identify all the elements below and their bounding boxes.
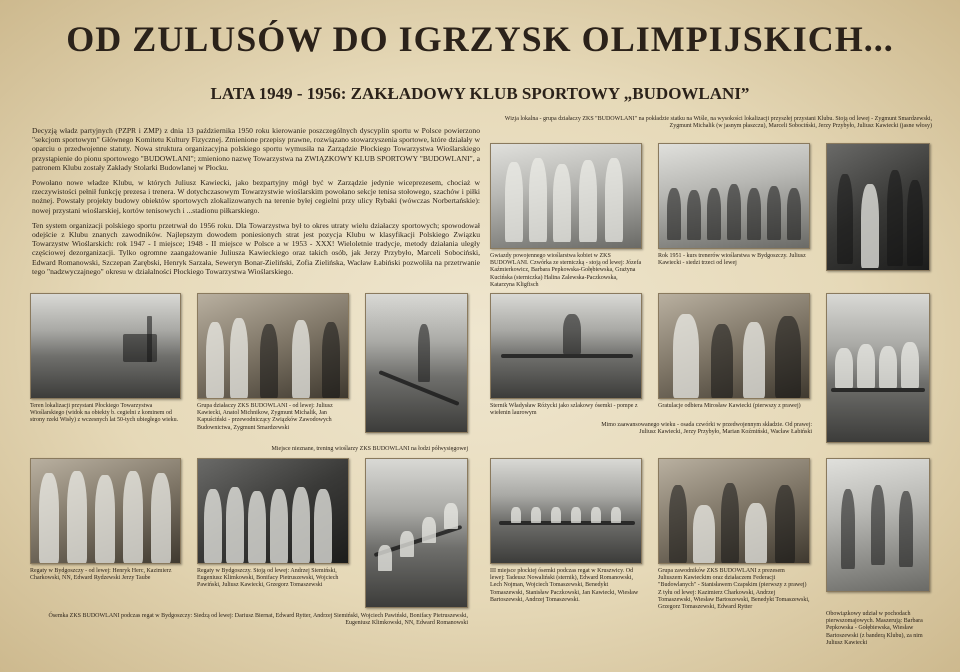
poster-subtitle: LATA 1949 - 1956: ZAKŁADOWY KLUB SPORTOWY „BUDOWLANI” [210, 84, 750, 103]
intro-paragraph: Decyzją władz partyjnych (PZPR i ZMP) z dnia 13 października 1950 roku kierowanie poszczególnych dyscyplin sportu w Polsce powierzono "sekcjom sportowym" Głównego Komitetu Kultury Fizycznej. Zmienione przepisy prawne, rozwiązano stowarzyszenia sportowe, które działały w oparciu o przedwojenne statuty. Nowa struktura organizacyjna polskiego sportu wymusiła na Zarządzie Płockiego Towarzystwa Wioślarskiego przystąpienie do pionu sportowego "BUDOWLANI"; zmieniono nazwę Towarzystwa na ZWIĄZKOWY KLUB SPORTOWY "BUDOWLANI", a patronem Klubu zostały Zakłady Stolarki Budowlanej w Płocku. [32, 126, 480, 172]
photo-site-location [30, 293, 181, 399]
photo-coxswain [490, 293, 642, 399]
caption-federation-group: Grupa zawodników ZKS BUDOWLANI z prezesem Juliuszem Kawieckim oraz działaczem Federacji "Budowlanych" - Stanisławem Czapskim (pierwszy z prawej) Z tyłu od lewej: Kazimierz Charkowski, Andrzej Tomaszewski, Wiesław Bartoszewski, Benedykt Tomaszewski, Grzegorz Tomaszewski, Edward Rytter [658, 568, 810, 611]
caption-kruszwica: III miejsce płockiej ósemki podczas regat w Kruszwicy. Od lewej: Tadeusz Nowaliński (sternik), Edward Romanowski, Lech Nojman, Wojciech Tomaszewski, Benedykt Tomaszewski, Stanisław Paczkowski, Jan Kawiecki, Wiesław Bartoszewski, Andrzej Tomaszewski. [490, 568, 639, 603]
caption-congrats: Gratulacje odbiera Mirosław Kawiecki (pierwszy z prawej) [658, 403, 801, 409]
intro-paragraph: Powołano nowe władze Klubu, w których Juliusz Kawiecki, jako bezpartyjny mógł być w Zarządzie jedynie wiceprezesem, chociaż w rzeczywistości pełnił funkcję prezesa i trenera. W dotychczasowym Towarzystwie wioślarskim powołano sekcje tenisa stołowego, szachów i piłki nożnej. Powstały projekty budowy obiektów sportowych zlokalizowanych na terenie byłej cegielni przy ulicy Rybaki (wówczas Norbertańskie): nowej przystani wioślarskiej, kortów tenisowych i ...stadionu piłkarskiego. [32, 178, 480, 215]
caption-coaches-course: Rok 1951 - kurs trenerów wioślarstwa w Bydgoszczy. Juliusz Kawiecki - siedzi trzeci od lewej [658, 253, 806, 267]
photo-regatta-bydgoszcz-2 [197, 458, 349, 564]
photo-regatta-bydgoszcz-1 [30, 458, 181, 564]
caption-top-header: Wizja lokalna - grupa działaczy ZKS "BUDOWLANI" na pokładzie statku na Wiśle, na wysokości lokalizacji przyszłej przystani Klubu. Stoją od lewej - Zygmunt Smardzewski, Zygmunt Michalik (w jasnym płaszczu), Marceli Sobociński, Jerzy Przybyło, Juliusz Kawiecki (jasne włosy) [504, 116, 932, 130]
poster-title: OD ZULUSÓW DO IGRZYSK OLIMPIJSKICH... [66, 19, 894, 59]
intro-paragraph: Ten system organizacji polskiego sportu przetrwał do 1956 roku. Dla Towarzystwa był to okres utraty wielu działaczy sportowych; spowodował odejście z Klubu znanych zawodników. Najlepszym dowodem poniesionych strat jest pozycja Klubu w klasyfikacji Polskiego Związku Towarzystw Wioślarskich: rok 1947 - I miejsce; 1948 - II miejsce w Polsce a w 1953 - XXX! Wieloletnie tradycje, metody działania uległy częściowej dezorganizacji. Tylko ogromne zaangażowanie Juliusza Kawieckiego oraz takich osób, jak Jerzy Przybyło, Marceli Sobociński, Edward Romanowski, Szczepan Zarębski, Henryk Sarzała, Seweryn Bonar-Zieliński, Zofia Zielińska, Wacław Łabiński pozwoliła na przetrwanie tego "nadzwyczajnego" okresu w działalności Płockiego Towarzystwa Wioślarskiego. [32, 220, 480, 276]
caption-site-location: Teren lokalizacji przystani Płockiego Towarzystwa Wioślarskiego (widok na obiekty b. cegielni z kominem od strony rzeki Wisły) z wczesnych lat 50-tych ubiegłego wieku. [30, 403, 179, 424]
caption-regatta-bydgoszcz-2: Regaty w Bydgoszczy. Stoją od lewej: Andrzej Siemiński, Eugeniusz Klimkowski, Bonifacy Pietruszewski, Wojciech Pawiński, Juliusz Kawiecki, Grzegorz Tomaszewski [197, 568, 339, 589]
intro-text [32, 126, 480, 282]
caption-activists-group: Grupa działaczy ZKS BUDOWLANI - od lewej: Juliusz Kawiecki, Anatol Michnikow, Zygmunt Michalik, Jan Kapuściński - przewodniczący Związków Zawodowych Budownictwa, Zygmunt Smardzewski [197, 403, 333, 431]
caption-eight-bydgoszcz: Ósemka ZKS BUDOWLANI podczas regat w Bydgoszczy: Siedzą od lewej: Dariusz Biernat, Edward Rytter, Andrzej Siemiński, Wojciech Pawiński, Bonifacy Pietruszewski, Eugeniusz Klimkowski, NN, Edward Romanowski [48, 613, 468, 627]
caption-coxswain: Sternik Władysław Różycki jako szlakowy ósemki - pompe z wiełenin laurowym [490, 403, 638, 417]
photo-parade [826, 458, 930, 592]
caption-training-boat: Miejsce nieznane, trening wioślarzy ZKS BUDOWLANI na łodzi półwysięgowej [271, 446, 468, 452]
photo-congrats [658, 293, 810, 399]
photo-river-site-visit [826, 143, 930, 271]
photo-veterans [826, 293, 930, 443]
caption-veterans: Mimo zaawansowanego wieku - osada czwórki w przedwojennym składzie. Od prawej: Juliusz Kawiecki, Jerzy Przybyło, Marian Koźmiński, Wacław Łabiński [601, 422, 812, 436]
photo-eight-bydgoszcz [365, 458, 468, 608]
photo-federation-group [658, 458, 810, 564]
photo-training-boat [365, 293, 468, 433]
caption-women-rowers: Gwiazdy powojennego wioślarstwa kobiet w ZKS BUDOWLANI. Czwórka ze sterniczką - stoją od lewej: Józefa Kaźmierkowicz, Barbara Pepkowska-Gołębiewska, Grażyna Kucińska (sterniczka) Halina Zalewska-Paczkowska, Katarzyna Kligfisch [490, 253, 642, 288]
caption-regatta-bydgoszcz-1: Regaty w Bydgoszczy - od lewej: Henryk Herc, Kazimierz Charkowski, NN, Edward Rydzewski Jerzy Taube [30, 568, 172, 582]
caption-parade: Obowiązkowy udział w pochodach pierwszomajowych. Maszerują: Barbara Pepkowska - Gołębiewska, Wiesław Bartoszewski (z banderą Klubu), za nim Juliusz Kawiecki [826, 611, 923, 646]
photo-kruszwica [490, 458, 642, 564]
photo-women-rowers [490, 143, 642, 249]
photo-coaches-course [658, 143, 810, 249]
photo-activists-group [197, 293, 349, 399]
